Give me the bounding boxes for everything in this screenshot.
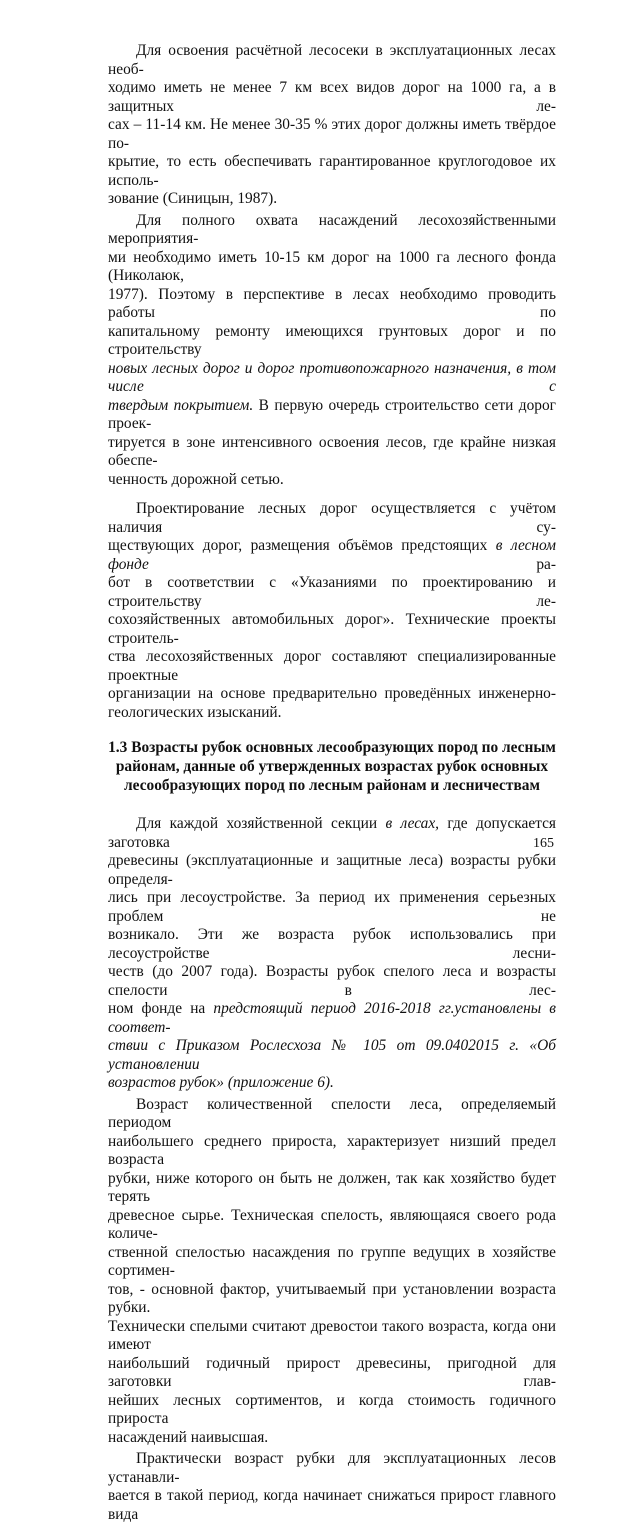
text-line <box>108 190 556 209</box>
text-line <box>108 1170 556 1207</box>
paragraph <box>108 500 556 722</box>
italic-text: в лесах, <box>385 815 440 832</box>
text-line <box>108 1096 556 1133</box>
text: нейших лесных сортиментов, и когда стоимость годичного прироста <box>108 1391 556 1427</box>
text: геологических изысканий. <box>108 703 282 721</box>
text: древесины (эксплуатационные и защитные леса) возрасты рубки определя- <box>108 852 556 888</box>
text-line <box>108 1244 556 1281</box>
text-line <box>108 611 556 648</box>
text-line <box>108 815 556 852</box>
text-line <box>108 153 556 190</box>
text: наибольшего среднего прироста, характеризует низший предел возраста <box>108 1132 556 1168</box>
section-heading <box>108 738 556 795</box>
text-line <box>108 500 556 537</box>
italic-text: новых лесных дорог и дорог противопожарного назначения, в том числе с <box>108 359 556 395</box>
text: зование (Синицын, 1987). <box>108 190 278 207</box>
text: Для полного охвата насаждений лесохозяйственными мероприятия- <box>108 211 556 247</box>
text: ства лесохозяйственных дорог составляют специализированные проектные <box>108 648 556 684</box>
paragraph <box>108 212 556 490</box>
paragraph <box>108 42 556 209</box>
text-line <box>108 1207 556 1244</box>
heading-line: 1.3 Возрасты рубок основных лесообразующих пород по лесным <box>108 739 556 756</box>
text: тов, - основной фактор, учитываемый при установлении возраста рубки. <box>108 1280 556 1316</box>
text: капитальному ремонту имеющихся грунтовых дорог и по строительству <box>108 322 556 358</box>
text-line <box>108 397 556 434</box>
text-line <box>108 1000 556 1037</box>
text: сах – 11-14 км. Не менее 30-35 % этих дорог должны иметь твёрдое по- <box>108 116 556 152</box>
text-line <box>108 42 556 79</box>
text: рубки, ниже которого он быть не должен, так как хозяйство будет терять <box>108 1169 556 1205</box>
text-line <box>108 1074 556 1093</box>
text-line <box>108 963 556 1000</box>
text-line <box>108 1037 556 1074</box>
text: крытие, то есть обеспечивать гарантированное круглогодовое их исполь- <box>108 153 556 189</box>
text: ном фонде на <box>108 1000 214 1017</box>
text-line <box>108 1133 556 1170</box>
text-line <box>108 648 556 685</box>
text: В первую очередь строительство сети дорог проек- <box>108 396 556 432</box>
text: тируется в зоне интенсивного освоения лесов, где крайне низкая обеспе- <box>108 433 556 469</box>
text-line <box>108 79 556 116</box>
text-line <box>108 360 556 397</box>
text: где допускается заготовка <box>108 815 557 851</box>
text-line <box>108 286 556 323</box>
text-line <box>108 323 556 360</box>
text-line <box>108 434 556 471</box>
paragraph <box>108 1096 556 1448</box>
heading-line: районам, данные об утвержденных возрастах рубок основных <box>115 758 549 775</box>
text-line <box>108 212 556 249</box>
text-line <box>108 249 556 286</box>
paragraph <box>108 1450 556 1524</box>
text: Для каждой хозяйственной секции <box>136 815 386 832</box>
text: Проектирование лесных дорог осуществляется с учётом наличия су- <box>108 500 556 536</box>
text: 1977). Поэтому в перспективе в лесах необходимо проводить работы по <box>108 285 556 321</box>
text-line <box>108 1487 556 1524</box>
text-line <box>108 1450 556 1487</box>
text-line <box>108 116 556 153</box>
text: ществующих дорог, размещения объёмов предстоящих <box>108 537 496 554</box>
text: Практически возраст рубки для эксплуатационных лесов устанавли- <box>108 1450 556 1486</box>
text-line <box>108 1318 556 1355</box>
text: ственной спелостью насаждения по группе ведущих в хозяйстве сортимен- <box>108 1243 556 1279</box>
heading-line: лесообразующих пород по лесным районам и лесничествам <box>124 777 540 794</box>
paragraph <box>108 815 556 1093</box>
text-line <box>108 471 556 490</box>
text-line <box>108 537 556 574</box>
text: Возраст количественной спелости леса, определяемый периодом <box>108 1095 556 1131</box>
text: насаждений наивысшая. <box>108 1428 269 1446</box>
italic-text: возрастов рубок» (приложение 6). <box>108 1074 334 1091</box>
text-line <box>108 1392 556 1429</box>
text: сохозяйственных автомобильных дорог». Технические проекты строитель- <box>108 611 556 647</box>
text: вается в такой период, когда начинает снижаться прирост главного вида <box>108 1487 556 1523</box>
italic-text: твердым покрытием. <box>108 396 254 414</box>
text: лись при лесоустройстве. За период их применения серьезных проблем не <box>108 889 556 925</box>
text-line <box>108 852 556 889</box>
text-line <box>108 1281 556 1318</box>
text-line <box>108 704 556 723</box>
text: Технически спелыми считают древостои такого возраста, когда они имеют <box>108 1317 556 1353</box>
text: возникало. Эти же возраста рубок использовались при лесоустройстве лесни- <box>108 926 556 962</box>
text-line <box>108 1429 556 1448</box>
text: бот в соответствии с «Указаниями по проектированию и строительству ле- <box>108 574 556 610</box>
text: честв (до 2007 года). Возрасты рубок спелого леса и возрасты спелости в лес- <box>108 963 556 999</box>
text: Для освоения расчётной лесосеки в эксплуатационных лесах необ- <box>108 42 556 78</box>
text: наибольший годичный прирост древесины, пригодной для заготовки глав- <box>108 1354 556 1390</box>
italic-text: в лесном фонде <box>108 537 556 573</box>
text: организации на основе предварительно проведённых инженерно- <box>108 685 556 702</box>
text-line <box>108 685 556 704</box>
italic-text: предстоящий период 2016-2018 гг.установлены в соответ- <box>108 1000 556 1036</box>
page-number: 165 <box>533 836 554 851</box>
text: ра- <box>148 555 556 573</box>
text: древесное сырье. Техническая спелость, являющаяся своего рода количе- <box>108 1206 556 1242</box>
text-line <box>108 574 556 611</box>
page-content <box>108 42 556 1524</box>
text: ходимо иметь не менее 7 км всех видов дорог на 1000 га, а в защитных ле- <box>108 79 556 115</box>
text: ченность дорожной сетью. <box>108 470 284 488</box>
text: ми необходимо иметь 10-15 км дорог на 1000 га лесного фонда (Николаюк, <box>108 248 556 284</box>
text-line <box>108 926 556 963</box>
section-intro-paragraphs <box>108 42 556 722</box>
italic-text: ствии с Приказом Рослесхоза № 105 от 09.0402015 г. «Об установлении <box>108 1037 556 1073</box>
text-line <box>108 889 556 926</box>
text-line <box>108 1355 556 1392</box>
section-body-paragraphs <box>108 815 556 1524</box>
